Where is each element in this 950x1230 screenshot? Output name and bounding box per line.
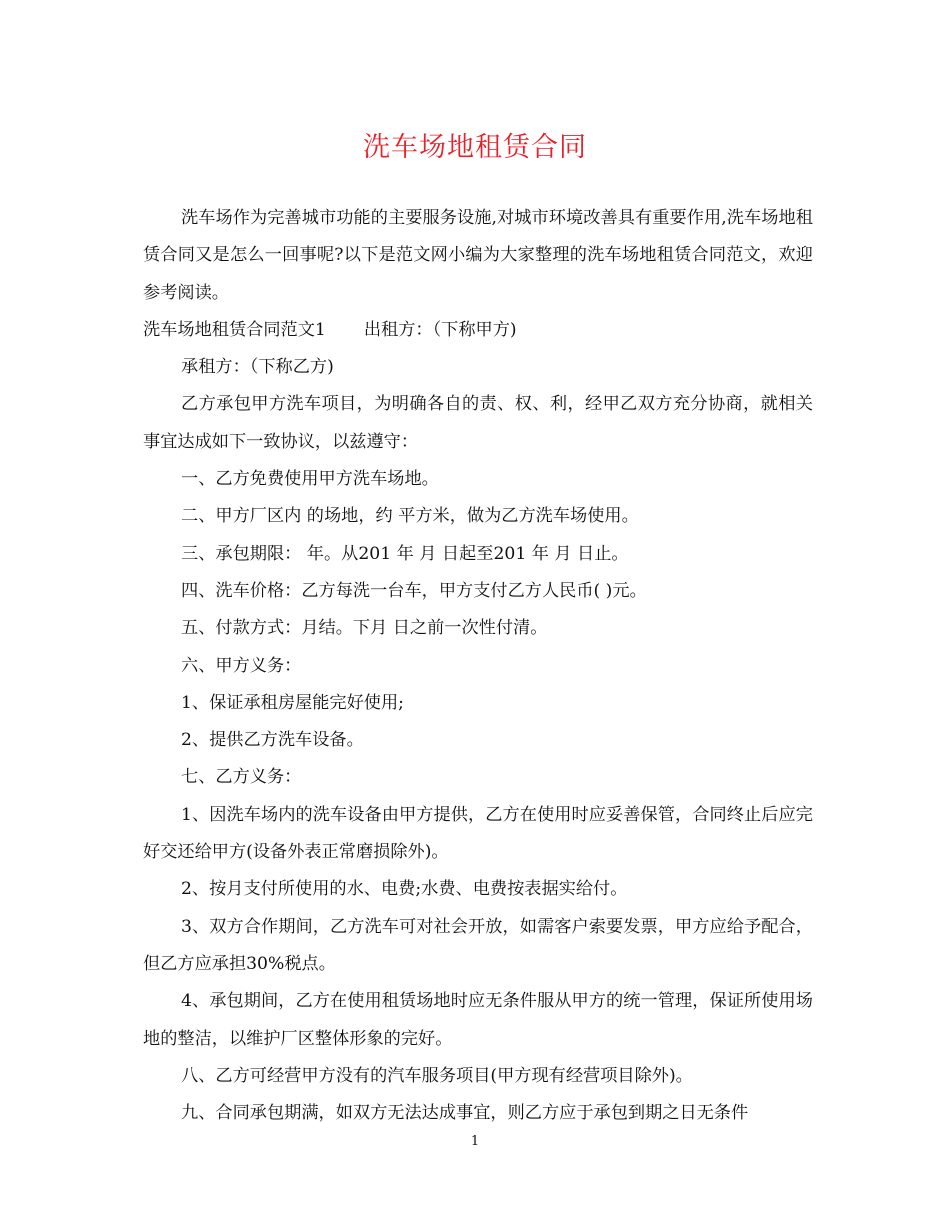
- clause-9: 九、合同承包期满，如双方无法达成事宜，则乙方应于承包到期之日无条件: [181, 1103, 749, 1124]
- clause-3: 三、承包期限： 年。从201 年 月 日起至201 年 月 日止。: [181, 543, 629, 564]
- document-title: 洗车场地租赁合同: [363, 132, 587, 163]
- lessor-line: 出租方：（下称甲方): [363, 319, 517, 340]
- lessee-line: 承租方：（下称乙方): [181, 357, 334, 378]
- clause-6-item-2: 2、提供乙方洗车设备。: [181, 730, 364, 751]
- intro-paragraph: 洗车场作为完善城市功能的主要服务设施,对城市环境改善具有重要作用,洗车场地租赁合同又是怎么一回事呢?以下是范文网小编为大家整理的洗车场地租赁合同范文，欢迎参考阅读。: [143, 208, 813, 303]
- paragraph-preamble: 乙方承包甲方洗车项目，为明确各自的责、权、利，经甲乙双方充分协商，就相关事宜达成如下一致协议，以兹遵守：: [143, 394, 813, 452]
- clause-5: 五、付款方式：月结。下月 日之前一次性付清。: [181, 618, 548, 639]
- document-body: [143, 200, 813, 1132]
- clause-7-heading: 七、乙方义务：: [181, 767, 302, 788]
- clause-7-item-3: 3、双方合作期间，乙方洗车可对社会开放，如需客户索要发票，甲方应给予配合，但乙方应承担30%税点。: [143, 916, 813, 974]
- clause-6-item-1: 1、保证承租房屋能完好使用;: [181, 692, 404, 713]
- clause-7-item-1: 1、因洗车场内的洗车设备由甲方提供，乙方在使用时应妥善保管，合同终止后应完好交还给甲方(设备外表正常磨损除外)。: [143, 804, 813, 863]
- sample-heading: 洗车场地租赁合同范文1: [143, 319, 326, 340]
- clause-7-item-4: 4、承包期间，乙方在使用租赁场地时应无条件服从甲方的统一管理，保证所使用场地的整洁，以维护厂区整体形象的完好。: [143, 991, 813, 1049]
- clause-6-heading: 六、甲方义务：: [181, 655, 302, 676]
- page-number: 1: [470, 1134, 480, 1149]
- clause-1: 一、乙方免费使用甲方洗车场地。: [181, 469, 439, 490]
- clause-4: 四、洗车价格：乙方每洗一台车，甲方支付乙方人民币( )元。: [181, 580, 647, 601]
- clause-8: 八、乙方可经营甲方没有的汽车服务项目(甲方现有经营项目除外)。: [181, 1065, 693, 1086]
- clause-2: 二、甲方厂区内 的场地，约 平方米，做为乙方洗车场使用。: [181, 506, 639, 527]
- clause-7-item-2: 2、按月支付所使用的水、电费;水费、电费按表据实给付。: [181, 879, 628, 900]
- sample-heading-line: [143, 312, 813, 349]
